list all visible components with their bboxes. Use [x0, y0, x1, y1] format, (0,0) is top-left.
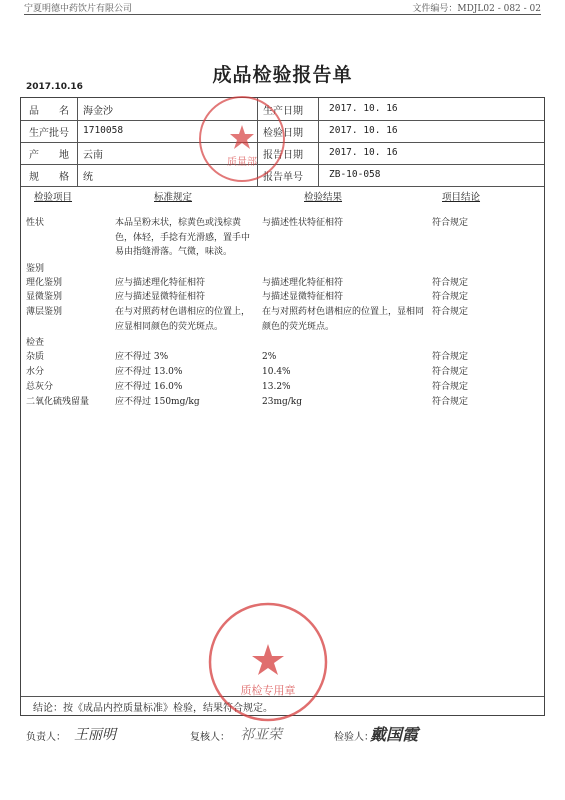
conclusion-text: 结论：按《成品内控质量标准》检验，结果符合规定。 — [33, 703, 273, 714]
result-text: 与描述性状特征相符 — [262, 218, 344, 228]
standard-text: 本品呈粉末状，棕黄色或浅棕黄色，体轻，手捻有光滑感，置手中易由指缝滑落。气微，味淡。 — [115, 218, 251, 257]
spec-label: 规 格 — [29, 172, 69, 183]
col-header-conclusion: 项目结论 — [442, 192, 481, 203]
standard-text: 应不得过 13.0% — [115, 367, 183, 377]
reviewer-label: 复核人： — [190, 732, 230, 743]
product-name-label: 品 名 — [29, 106, 69, 117]
item-name: 总灰分 — [26, 382, 54, 392]
conclusion-cell: 符合规定 — [432, 352, 469, 362]
report-number: ZB-10-058 — [329, 169, 381, 180]
conclusion-cell: 符合规定 — [432, 292, 469, 302]
standard-text: 在与对照药材色谱相应的位置上，应显相同颜色的荧光斑点。 — [115, 307, 251, 332]
result-text: 与描述显微特征相符 — [262, 292, 344, 302]
result-text: 2% — [262, 352, 277, 362]
origin-label: 产 地 — [29, 150, 69, 161]
batch-number: 1710058 — [83, 125, 124, 136]
report-no-label: 报告单号 — [263, 172, 303, 183]
item-name: 薄层鉴别 — [26, 307, 63, 317]
qc-stamp — [206, 600, 330, 724]
conclusion-cell: 符合规定 — [432, 397, 469, 407]
result-text: 10.4% — [262, 367, 291, 377]
result-text: 23mg/kg — [262, 397, 302, 407]
spec: 统 — [83, 172, 93, 183]
inspect-date: 2017. 10. 16 — [329, 125, 398, 136]
item-name: 杂质 — [26, 352, 45, 362]
conclusion-cell: 符合规定 — [432, 278, 469, 288]
col-header-item: 检验项目 — [34, 192, 73, 203]
company-header: 宁夏明德中药饮片有限公司 — [24, 4, 133, 14]
conclusion-cell: 符合规定 — [432, 382, 469, 392]
product-name: 海金沙 — [83, 106, 113, 117]
col-header-result: 检验结果 — [304, 192, 343, 203]
standard-text: 应不得过 3% — [115, 352, 169, 362]
item-name: 性状 — [26, 218, 45, 228]
standard-text: 应与描述显微特征相符 — [115, 292, 206, 302]
col-divider — [318, 98, 319, 186]
reviewer-signature: 祁亚荣 — [240, 727, 282, 743]
prod-date-label: 生产日期 — [263, 106, 303, 117]
section-heading: 检查 — [26, 338, 45, 348]
report-date-value: 2017. 10. 16 — [329, 147, 398, 158]
row-divider — [21, 186, 544, 187]
document-header — [24, 0, 541, 15]
conclusion-cell: 符合规定 — [432, 218, 469, 228]
inspector-label: 检验人： — [334, 732, 374, 743]
result-text: 与描述理化特征相符 — [262, 278, 344, 288]
prod-date: 2017. 10. 16 — [329, 103, 398, 114]
inspect-date-label: 检验日期 — [263, 128, 303, 139]
col-header-standard: 标准规定 — [154, 192, 193, 203]
item-name: 理化鉴别 — [26, 278, 63, 288]
origin: 云南 — [83, 150, 103, 161]
item-name: 二氧化硫残留量 — [26, 397, 90, 407]
document-number: 文件编号：MDJL02 - 082 - 02 — [412, 4, 541, 14]
item-name: 水分 — [26, 367, 45, 377]
standard-text: 应与描述理化特征相符 — [115, 278, 206, 288]
result-text: 在与对照药材色谱相应的位置上，显相同颜色的荧光斑点。 — [262, 307, 425, 332]
report-date: 2017.10.16 — [26, 82, 83, 92]
item-name: 显微鉴别 — [26, 292, 63, 302]
responsible-signature: 王丽明 — [74, 727, 116, 743]
stamp-sub-text: 质量部 — [227, 157, 257, 168]
report-date-label: 报告日期 — [263, 150, 303, 161]
standard-text: 应不得过 16.0% — [115, 382, 183, 392]
section-heading: 鉴别 — [26, 264, 45, 274]
stamp-sub-text: 质检专用章 — [240, 684, 296, 697]
responsible-label: 负责人： — [26, 732, 66, 743]
standard-text: 应不得过 150mg/kg — [115, 397, 200, 407]
batch-label: 生产批号 — [29, 128, 69, 139]
col-divider — [77, 98, 78, 186]
inspector-signature: 戴国霞 — [370, 725, 419, 744]
conclusion-cell: 符合规定 — [432, 367, 469, 377]
quality-dept-stamp — [196, 93, 288, 185]
report-title: 成品检验报告单 — [212, 64, 353, 86]
result-text: 13.2% — [262, 382, 291, 392]
conclusion-cell: 符合规定 — [432, 307, 469, 317]
